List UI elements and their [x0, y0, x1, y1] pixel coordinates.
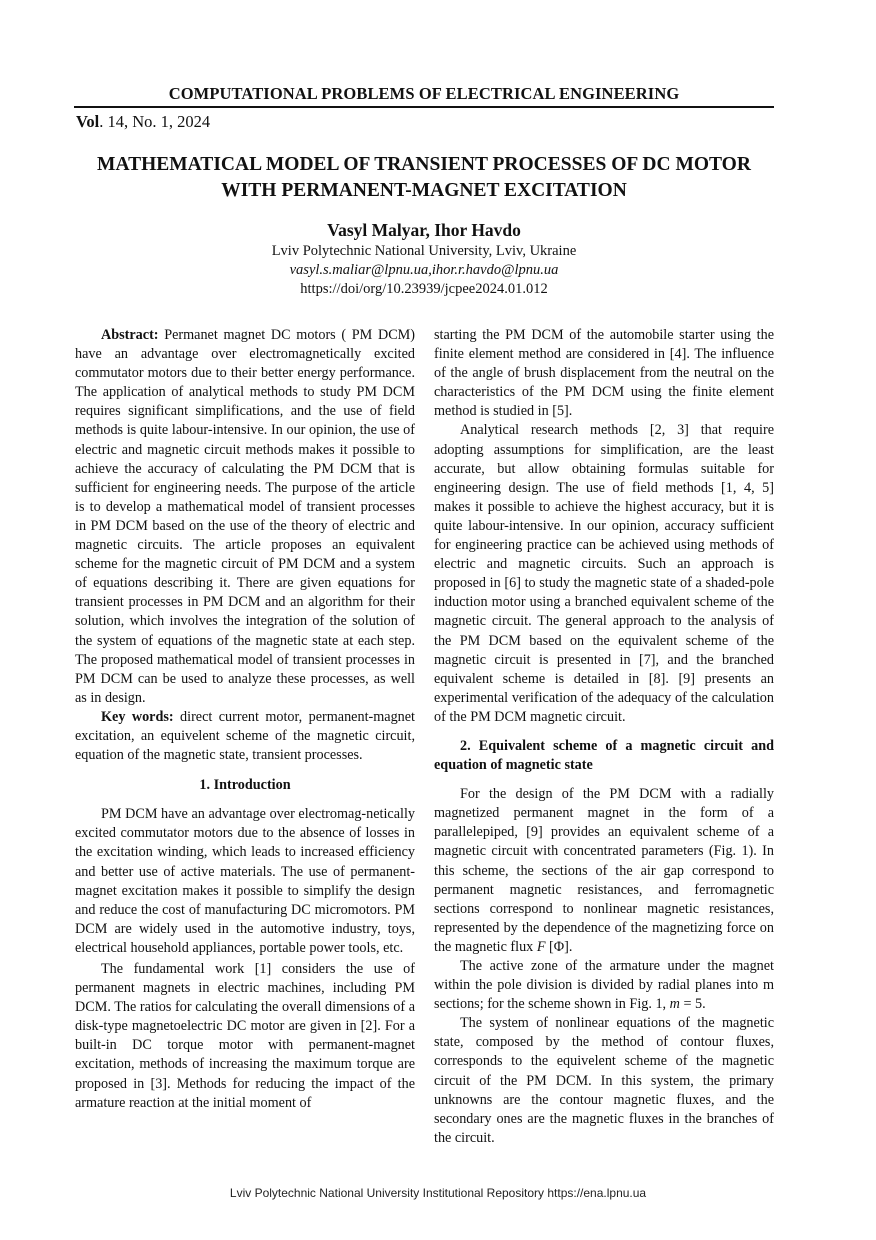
title-line-1: MATHEMATICAL MODEL OF TRANSIENT PROCESSES OF DC MOTOR: [97, 154, 751, 175]
right-column: [434, 326, 774, 1148]
abstract-label: Abstract:: [101, 327, 159, 343]
section-1-heading: 1. Introduction: [199, 777, 291, 794]
section-2-paragraph-2: The active zone of the armature under the magnet within the pole division is divided by radial planes into m sections; for the scheme shown in Fig. 1, m = 5.: [434, 958, 774, 1013]
section-2-paragraph-3: The system of nonlinear equations of the magnetic state, composed by the method of contour fluxes, corresponds to the equivelent scheme of the magnetic circuit of the PM DCM. In this system, the primary unknowns are the contour magnetic fluxes, and the secondary ones are the magnetic fluxes in the branches of the circuit.: [434, 1015, 774, 1146]
symbol-m: m: [669, 996, 680, 1013]
intro-paragraph-3: Analytical research methods [2, 3] that require adopting assumptions for simplification, are the least accurate, but allow obtaining formulas suitable for engineering design. The use of field methods [1, 4, 5] makes it possible to achieve the highest accuracy, but it is quite labour-intensive. In our opinion, accuracy sufficient for engineering practice can be achieved using methods of electric and magnetic circuits. Such an approach is proposed in [6] to study the magnetic state of a shaded-pole induction motor using a branched equivalent scheme of the magnetic circuit. The general approach to the analysis of the PM DCM based on the equivalent scheme of the magnetic circuit is presented in [7], and the branched equivalent scheme is detailed in [8]. [9] presents an experimental verification of the adequacy of the calculation of the PM DCM magnetic circuit.: [434, 422, 774, 725]
doi-link[interactable]: https://doi/org/10.23939/jcpee2024.01.012: [300, 281, 548, 297]
section-2-heading: 2. Equivalent scheme of a magnetic circuit and equation of magnetic state: [434, 737, 774, 774]
symbol-f: F: [536, 938, 546, 955]
keywords-text: direct current motor, permanent-magnet excitation, an equivelent scheme of the magnetic circuit, equation of the magnetic state, transient processes.: [75, 708, 415, 764]
volume-number: . 14, No. 1, 2024: [99, 112, 211, 131]
paper-title: [74, 152, 774, 204]
left-column: [75, 326, 415, 1113]
intro-paragraph-2: The fundamental work [1] considers the use of permanent magnets in electric machines, including PM DCM. The ratios for calculating the overall dimensions of a disk-type magnetoelectric DC motor are given in [2]. For a built-in DC torque motor with permanent-magnet excitation, methods of increasing the maximum torque are proposed in [3]. Methods for reducing the impact of the armature reaction at the initial moment of: [75, 961, 415, 1111]
abstract: [75, 326, 415, 708]
header-rule: [74, 106, 774, 108]
authors: Vasyl Malyar, Ihor Havdo: [327, 220, 521, 240]
abstract-text: Permanet magnet DC motors ( PM DCM) have an advantage over electromagnetically excited commutator motors due to their better energy performance. The application of analytical methods to study PM DCM requires significant simplifications, and the use of field methods is quite labour-intensive. In our opinion, the use of electric and magnetic circuit methods makes it possible to achieve the accuracy of calculating the PM DCM that is sufficient for engineering needs. The purpose of the article is to develop a mathematical model of transient processes in PM DCM based on the use of the theory of electric and magnetic circuits. The article proposes an equivalent scheme for the magnetic circuit of PM DCM and a system of equations describing it. There are given equations for transient processes in PM DCM and an algorithm for their solution, which involves the integration of the solution of the system of equations of the magnetic state at each step. The proposed mathematical model of transient processes in PM DCM can be used to analyze these processes, as well as in design.: [75, 327, 415, 706]
journal-name: COMPUTATIONAL PROBLEMS OF ELECTRICAL ENGINEERING: [168, 84, 680, 103]
intro-paragraph-1: PM DCM have an advantage over electromag-netically excited commutator motors due to the absence of losses in the excitation winding, which leads to increased efficiency and better use of active materials. The use of permanent-magnet excitation makes it possible to simplify the design and reduce the cost of manufacturing DC micromotors. PM DCM are widely used in the automotive industry, toys, electrical household appliances, portable power tools, etc.: [75, 806, 415, 956]
keywords-label: Key words:: [101, 708, 174, 725]
volume-info: [76, 112, 210, 132]
affiliation: Lviv Polytechnic National University, Lviv, Ukraine: [271, 243, 577, 259]
title-line-2: WITH PERMANENT-MAGNET EXCITATION: [221, 180, 627, 201]
author-emails[interactable]: vasyl.s.maliar@lpnu.ua,ihor.r.havdo@lpnu.ua: [289, 262, 559, 278]
keywords: [75, 708, 415, 765]
repository-footer: Lviv Polytechnic National University Institutional Repository https://ena.lpnu.ua: [229, 1186, 647, 1200]
volume-label: Vol: [76, 112, 100, 131]
intro-paragraph-2-continued: starting the PM DCM of the automobile starter using the finite element method are considered in [4]. The influence of the angle of brush displacement from the neutral on the characteristics of the PM DCM using the finite element method is studied in [5].: [434, 327, 774, 420]
section-2-paragraph-1: For the design of the PM DCM with a radially magnetized permanent magnet in the form of a parallelepiped, [9] provides an equivalent scheme of a magnetic circuit with concentrated parameters (Fig. 1). In this scheme, the sections of the air gap correspond to permanent magnetic resistances, and ferromagnetic sections correspond to nonlinear magnetic resistances, represented by the dependence of the magnetizing force on the magnetic flux F [Φ].: [434, 786, 774, 955]
